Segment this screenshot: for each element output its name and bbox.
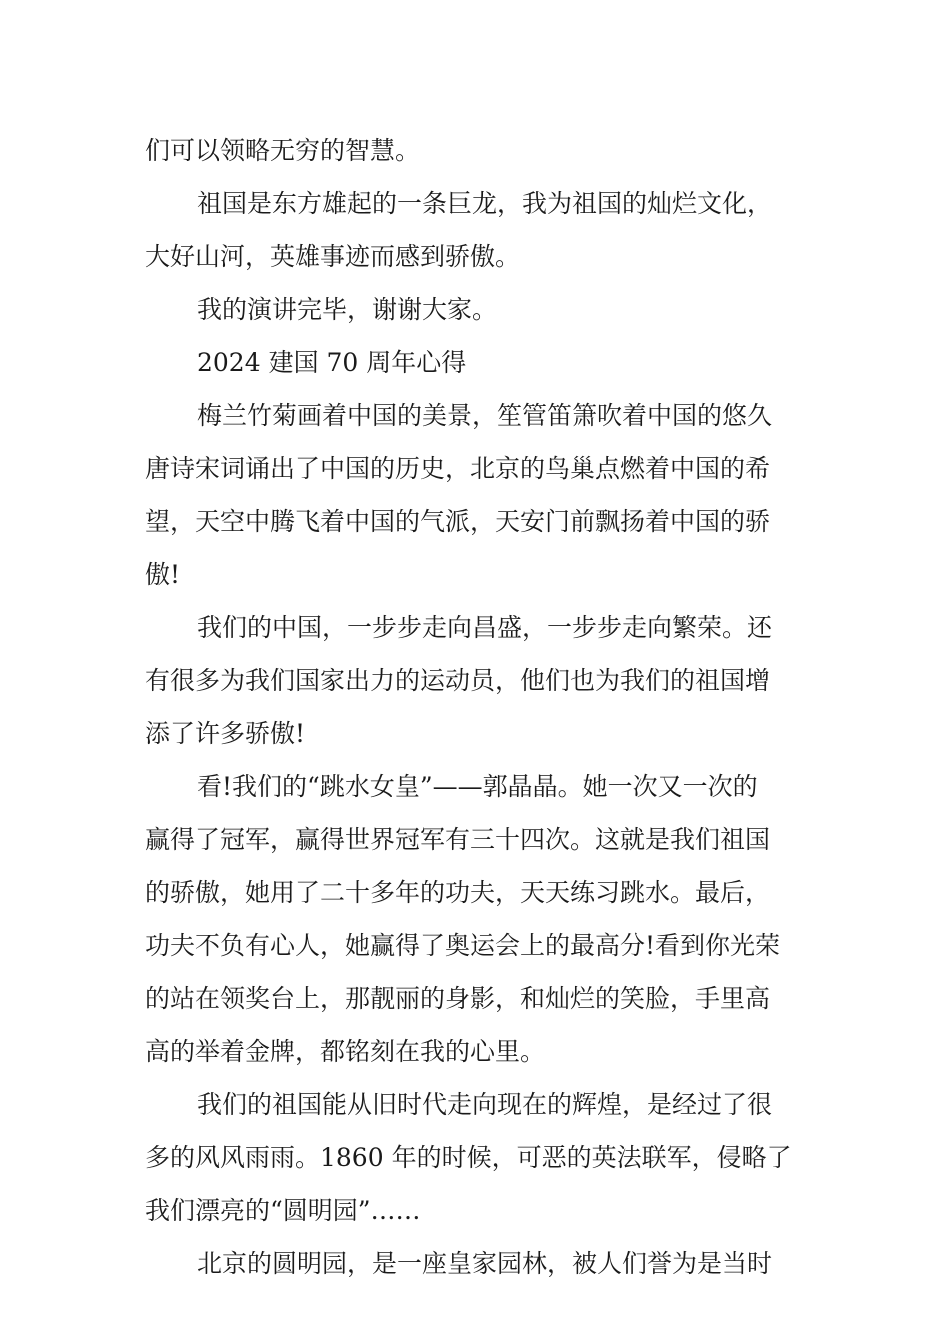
text-line: 唐诗宋词诵出了中国的历史，北京的鸟巢点燃着中国的希 bbox=[145, 454, 771, 483]
text-line: 大好山河，英雄事迹而感到骄傲。 bbox=[145, 242, 521, 271]
text-line: 赢得了冠军，赢得世界冠军有三十四次。这就是我们祖国 bbox=[145, 825, 771, 854]
text-line: 高的举着金牌，都铭刻在我的心里。 bbox=[145, 1037, 546, 1066]
document-page bbox=[145, 124, 807, 1290]
paragraph-start-line: 我的演讲完毕，谢谢大家。 bbox=[197, 295, 498, 324]
text-line: 的站在领奖台上，那靓丽的身影，和灿烂的笑脸，手里高 bbox=[145, 984, 771, 1013]
text-line: 的骄傲，她用了二十多年的功夫，天天练习跳水。最后， bbox=[145, 878, 771, 907]
text-line: 功夫不负有心人，她赢得了奥运会上的最高分!看到你光荣 bbox=[145, 931, 781, 960]
paragraph-start-line: 我们的中国，一步步走向昌盛，一步步走向繁荣。还 bbox=[197, 613, 773, 642]
paragraph-start-line: 祖国是东方雄起的一条巨龙，我为祖国的灿烂文化， bbox=[197, 189, 773, 218]
text-line: 傲! bbox=[145, 560, 181, 589]
paragraph-start-line: 看!我们的“跳水女皇”——郭晶晶。她一次又一次的 bbox=[197, 772, 758, 801]
text-line: 添了许多骄傲! bbox=[145, 719, 306, 748]
text-line: 多的风风雨雨。1860 年的时候，可恶的英法联军，侵略了 bbox=[145, 1143, 792, 1172]
text-line: 我们漂亮的“圆明园”…… bbox=[145, 1196, 421, 1225]
text-line: 们可以领略无穷的智慧。 bbox=[145, 136, 421, 165]
paragraph-start-line: 梅兰竹菊画着中国的美景，笙管笛箫吹着中国的悠久 bbox=[197, 401, 773, 430]
text-line: 有很多为我们国家出力的运动员，他们也为我们的祖国增 bbox=[145, 666, 771, 695]
text-line: 望，天空中腾飞着中国的气派，天安门前飘扬着中国的骄 bbox=[145, 507, 771, 536]
section-heading: 2024 建国 70 周年心得 bbox=[197, 348, 467, 377]
paragraph-start-line: 北京的圆明园，是一座皇家园林，被人们誉为是当时 bbox=[197, 1249, 773, 1278]
paragraph-start-line: 我们的祖国能从旧时代走向现在的辉煌，是经过了很 bbox=[197, 1090, 773, 1119]
